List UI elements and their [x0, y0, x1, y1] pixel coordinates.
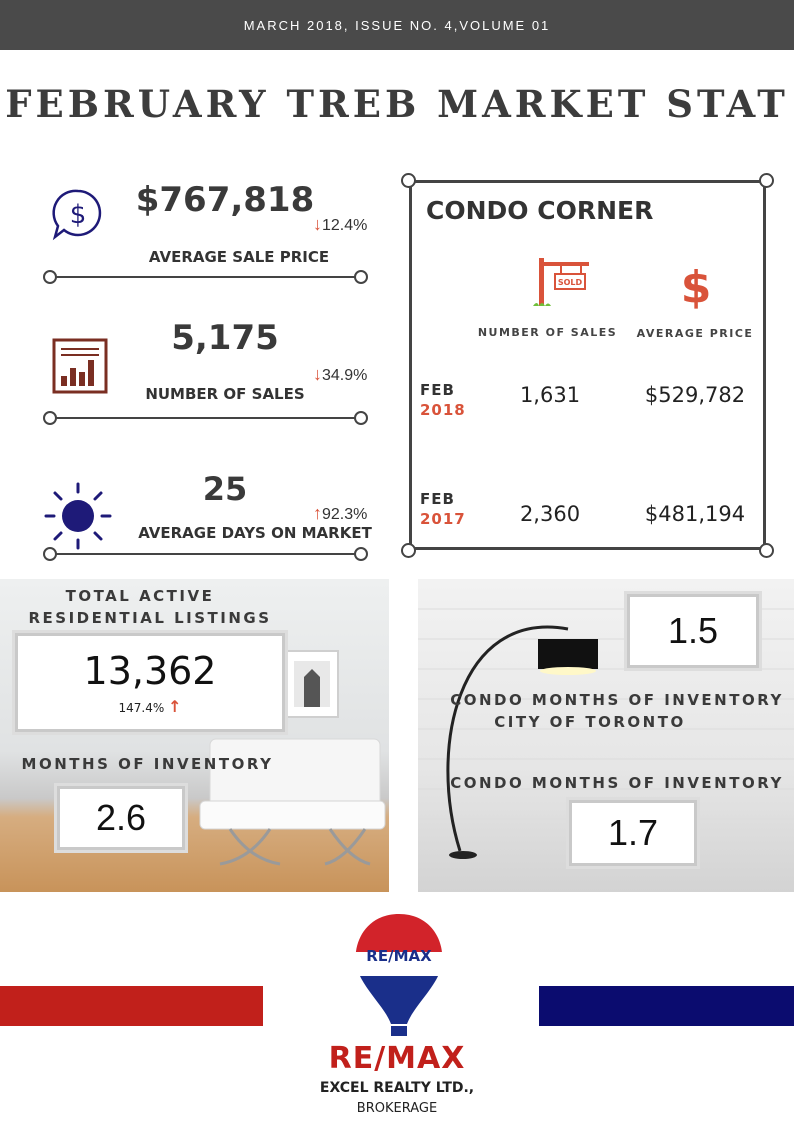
days-on-market-change: ↑92.3% [313, 503, 368, 523]
corner-knob [401, 543, 416, 558]
corner-knob [401, 173, 416, 188]
page-title: FEBRUARY TREB MARKET STAT [5, 82, 789, 126]
row-year: 2018 [420, 401, 466, 419]
condo-price-2017: $481,194 [644, 502, 746, 526]
lamp-photo-panel [418, 579, 794, 892]
listings-label-line1: TOTAL ACTIVE [65, 587, 215, 605]
divider-line [50, 417, 360, 419]
dollar-chat-icon [50, 186, 106, 242]
sold-sign-text: SOLD [557, 278, 583, 287]
divider-line [50, 553, 360, 555]
row-month: FEB [420, 381, 455, 399]
number-of-sales-label: NUMBER OF SALES [145, 385, 305, 403]
months-inventory-label: MONTHS OF INVENTORY [21, 755, 274, 773]
toronto-inventory-label-line1: CONDO MONTHS OF INVENTORY [450, 691, 784, 709]
dollar-icon: $ [680, 262, 712, 313]
company-name: EXCEL REALTY LTD., [319, 1080, 475, 1096]
divider-line [50, 276, 360, 278]
number-of-sales-change: ↓34.9% [313, 364, 368, 384]
balloon-logo-text: RE/MAX [366, 947, 432, 965]
row-month: FEB [420, 490, 455, 508]
listings-value: 13,362 [83, 649, 217, 693]
divider-knob-left [43, 270, 57, 284]
remax-balloon-logo [347, 912, 451, 1044]
divider-knob-right [354, 547, 368, 561]
overall-inventory-value: 1.7 [607, 812, 659, 853]
overall-inventory-label: CONDO MONTHS OF INVENTORY [450, 774, 784, 792]
toronto-inventory-box [624, 591, 762, 671]
arrow-down-icon: ↓ [313, 364, 322, 384]
toronto-inventory-label-line2: CITY OF TORONTO [494, 713, 686, 731]
divider-knob-right [354, 270, 368, 284]
divider-knob-right [354, 411, 368, 425]
sold-sign-icon [531, 256, 591, 308]
row-year: 2017 [420, 510, 466, 528]
living-room-photo-panel [0, 579, 389, 892]
col-header-price: AVERAGE PRICE [636, 327, 754, 340]
arrow-up-icon: ↑ [168, 697, 182, 716]
blue-stripe [539, 986, 794, 1026]
avg-sale-price-change: ↓12.4% [313, 214, 368, 234]
corner-knob [759, 543, 774, 558]
brand-name: RE/MAX [328, 1041, 466, 1076]
condo-sales-2018: 1,631 [519, 383, 581, 407]
col-header-sales: NUMBER OF SALES [477, 326, 618, 339]
arrow-up-icon: ↑ [313, 503, 322, 523]
red-stripe [0, 986, 263, 1026]
days-on-market-label: AVERAGE DAYS ON MARKET [138, 524, 372, 542]
listings-value-box [12, 630, 288, 735]
arrow-down-icon: ↓ [313, 214, 322, 234]
issue-line: MARCH 2018, ISSUE NO. 4,VOLUME 01 [243, 17, 551, 33]
bar-chart-icon [52, 338, 108, 394]
listings-label-line2: RESIDENTIAL LISTINGS [28, 609, 272, 627]
avg-sale-price-value: $767,818 [135, 180, 315, 220]
condo-sales-2017: 2,360 [519, 502, 581, 526]
overall-inventory-box [566, 797, 700, 869]
months-inventory-value: 2.6 [95, 797, 147, 838]
condo-corner-title: CONDO CORNER [426, 196, 654, 225]
svg-text:$: $ [69, 200, 87, 230]
avg-sale-price-label: AVERAGE SALE PRICE [148, 248, 330, 266]
condo-price-2018: $529,782 [644, 383, 746, 407]
condo-corner-panel [409, 180, 766, 550]
listings-change: 147.4% ↑ [118, 697, 182, 716]
divider-knob-left [43, 547, 57, 561]
corner-knob [759, 173, 774, 188]
brokerage-label: BROKERAGE [356, 1101, 438, 1116]
sun-icon [44, 482, 112, 550]
divider-knob-left [43, 411, 57, 425]
issue-bar [0, 0, 794, 50]
days-on-market-value: 25 [202, 470, 248, 508]
number-of-sales-value: 5,175 [171, 318, 279, 358]
toronto-inventory-value: 1.5 [667, 610, 719, 651]
months-inventory-box [54, 783, 188, 853]
